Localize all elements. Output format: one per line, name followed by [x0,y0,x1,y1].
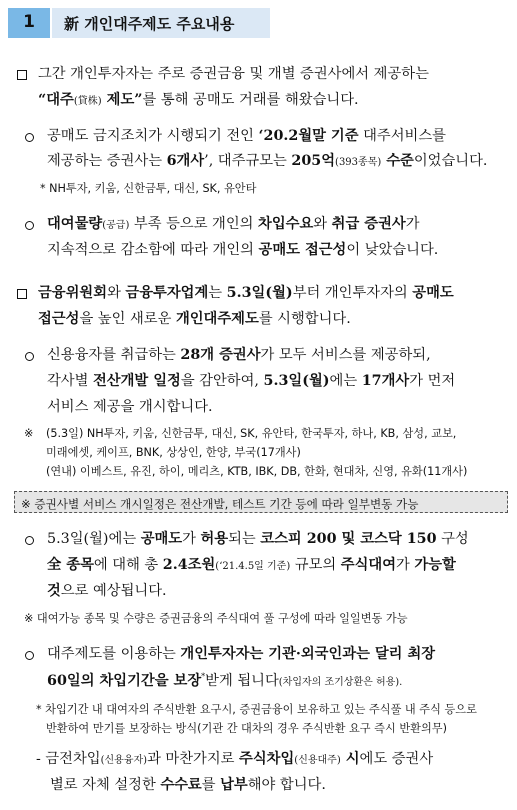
stock-count: (393종목) [335,157,382,168]
s2-c3-line1 [47,647,435,661]
text-span: 가 모두 서비스를 제공하되, [260,347,431,363]
circle-bullet-icon [25,651,34,660]
s1-c1-line2 [47,154,487,168]
schedule-note-text: ※ 증권사별 서비스 개시일정은 전산개발, 테스트 기간 등에 따라 일부변동 가능 [21,497,419,511]
text-span: 를 시행합니다. [258,311,351,327]
s2-d1-line1 [36,752,433,766]
s2-ref1: (5.3일) NH투자, 키움, 신한금투, 대신, SK, 유안타, 한국투자, 하나, KB, 삼성, 교보, [46,427,457,440]
text-bold: 주식차입 [239,751,295,767]
s2-ref3: (연내) 이베스트, 유진, 하이, 메리츠, KTB, IBK, DB, 한화, 현대차, 신영, 유화(11개사) [46,465,468,478]
section-header [8,8,270,38]
s2-c2-line3 [47,584,167,598]
s2-c1-line3: 서비스 제공을 개시합니다. [47,399,213,415]
s2-note2: ※ 대여가능 종목 및 수량은 증권금융의 주식대여 풀 구성에 따라 일일변동 가능 [24,612,408,625]
text-span: - 금전차입 [36,751,101,767]
text-bold: 납부 [220,777,248,793]
circle-bullet-icon [25,221,34,230]
footnote-mark: * [201,672,206,681]
text-span: ’, 대주규모는 [204,153,292,169]
text-span: 이었습니다. [413,153,488,169]
s1-daeju-hanja: (貸株) [73,96,102,107]
text-span: 를 [201,777,221,793]
s1-daeju: “대주 [38,92,74,108]
text-span: 공매도 금지조치가 시행되기 전인 [47,128,259,144]
text-span: 과 마찬가지로 [147,751,240,767]
start-date: 5.3일(월) [226,285,293,301]
text-span: 와 [313,216,332,232]
square-bullet-icon [17,70,27,80]
text-bold: 시 [340,751,360,767]
text-span: 각사별 [47,373,93,389]
index-names: 코스피 200 및 코스닥 150 [260,531,437,547]
date-basis: ‘20.2월말 기준 [258,128,359,144]
text-bold: 5.3일(월) [263,373,330,389]
s2-c2-line1 [47,532,469,546]
text-bold: 금융위원회 [38,285,108,301]
text-span: 가 [182,531,201,547]
schedule-note-box [14,491,508,513]
lending-size: 205억 [291,153,336,169]
text-span: 제공하는 증권사는 [47,153,167,169]
text-bold: 수준 [381,153,414,169]
text-bold: 것 [47,583,61,599]
text-span: 이 낮았습니다. [346,242,439,258]
reference-mark: ※ [24,427,34,440]
text-span: 부족 등으로 개인의 [129,216,259,232]
text-span: 에 대해 총 [93,557,163,573]
text-bold: 가능할 [414,557,456,573]
text-bold: 전산개발 일정 [92,373,181,389]
text-bold: 차입수요 [258,216,314,232]
square-bullet-icon [17,289,27,299]
text-span: 지속적으로 감소함에 따라 개인의 [47,242,259,258]
text-bold: 공매도 [140,531,183,547]
circle-bullet-icon [25,133,34,142]
s1-note1: * NH투자, 키움, 신한금투, 대신, SK, 유안타 [40,182,257,195]
s2-d1-line2 [50,778,326,792]
text-bold: 대여물량 [47,216,103,232]
text-span: 대주제도를 이용하는 [47,646,181,662]
text-span: 을 높인 새로운 [79,311,176,327]
circle-bullet-icon [25,352,34,361]
s2-c1-line1 [47,348,431,362]
text-bold: 취급 증권사 [331,216,406,232]
text-bold: 공매도 접근성 [258,242,347,258]
text-small: (신용대주) [294,755,341,766]
s1-line1-text: 그간 개인투자자는 주로 증권금융 및 개별 증권사에서 제공하는 [38,66,429,82]
text-span: 받게 됩니다 [205,672,279,689]
text-small: (공급) [102,220,130,231]
text-bold: 개인대주제도 [175,311,259,327]
section-title: 新 개인대주제도 주요내용 [64,15,235,33]
s2-note3-line1: * 차입기간 내 대여자의 주식반환 요구시, 증권금융이 보유하고 있는 주식풀 내 주식 등으로 [36,703,477,716]
s2-c1-line2 [47,374,455,388]
text-bold: 17개사 [361,373,410,389]
s1-c2-line1 [47,217,420,231]
broker-count: 6개사 [166,153,205,169]
text-span: 규모의 [290,557,341,573]
text-small: (신용융자) [100,755,148,766]
circle-bullet-icon [25,536,34,545]
s2-ref2: 미래에셋, 케이프, BNK, 상상인, 한양, 부국(17개사) [46,446,301,459]
text-span: 부터 개인투자자의 [292,285,413,301]
s1-line2-rest: 를 통해 공매도 거래를 해왔습니다. [142,92,359,108]
text-span: 는 [208,285,227,301]
text-span: 와 [107,285,126,301]
text-span: 대주서비스를 [358,128,446,144]
section-number-box [8,8,52,38]
borrow-period: 60일의 차입기간을 보장 [47,672,202,689]
s1-jedo: 제도” [101,92,143,108]
text-span: 가 먼저 [409,373,456,389]
text-bold: 全 종목 [47,557,94,573]
s1-line1 [38,67,429,81]
s1-c2-line2 [47,243,438,257]
text-span: 별로 자체 설정한 [50,777,161,793]
s2-note3-line2: 반환하여 만기를 보장하는 방식(기관 간 대차의 경우 주식반환 요구 즉시 반환의무) [46,722,447,735]
text-bold: 공매도 [412,285,454,301]
text-bold: 금융투자업계 [125,285,209,301]
early-repay-note: (차입자의 조기상환은 허용). [278,676,403,688]
text-span: 5.3일(월)에는 [47,531,141,547]
text-span: 에도 증권사 [359,751,434,767]
text-bold: 개인투자자는 기관·외국인과는 달리 최장 [180,646,436,662]
s2-line2 [38,312,351,326]
s2-c3-line2 [47,673,402,688]
text-span: 가 [405,216,420,232]
text-bold: 28개 증권사 [180,347,261,363]
text-span: 에는 [329,373,362,389]
text-span: 되는 [228,531,261,547]
text-span: 구성 [436,531,469,547]
text-bold: 접근성 [38,311,80,327]
text-span: 가 [396,557,415,573]
section-title-box [52,8,270,38]
text-span: 으로 예상됩니다. [60,583,167,599]
lending-total: 2.4조원 [162,557,216,573]
s1-line2 [38,93,359,107]
text-span: 신용융자를 취급하는 [47,347,181,363]
basis-date: (‘21.4.5일 기준) [215,561,291,572]
text-bold: 주식대여 [340,557,397,573]
s2-c2-line2 [47,558,456,572]
text-bold: 허용 [200,531,229,547]
text-bold: 수수료 [160,777,202,793]
s1-c1-line1 [47,129,446,143]
section-number: 1 [23,12,35,32]
text-span: 을 감안하여, [180,373,264,389]
text-span: 해야 합니다. [247,777,326,793]
s2-line1 [38,286,454,300]
